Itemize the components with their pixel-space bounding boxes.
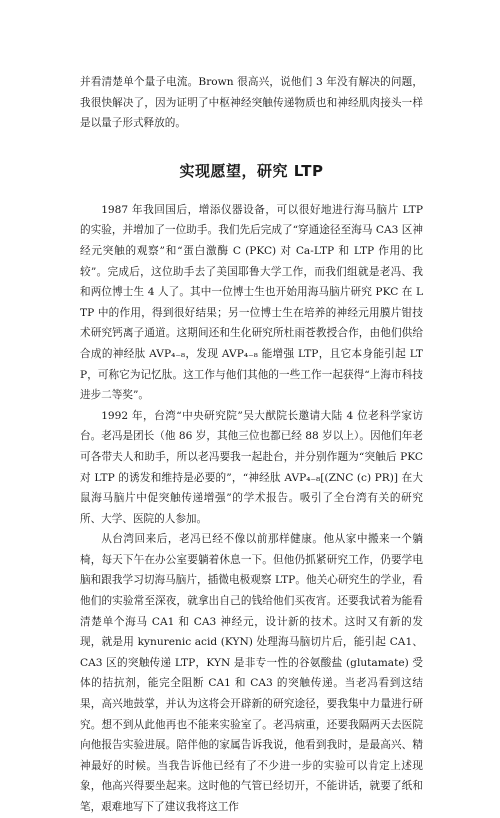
page-content	[80, 72, 423, 818]
paragraph-after-taiwan: 从台湾回来后，老冯已经不像以前那样健康。他从家中搬来一个躺椅，每天下午在办公室要躺着休息一下。但他仍抓紧研究工作，仍要学电脑和跟我学习切海马脑片，插微电极观察 LTP。他关心研究生的学业，看他们的实验常至深夜，就拿出自己的钱给他们买夜宵。还要我试着为能看清楚单个海马 CA1 和 CA3 神经元，设计新的技术。这时又有新的发现，就是用 kynurenic acid (KYN) 处理海马脑切片后，能引起 CA1、CA3 区的突触传递 LTP，KYN 是非专一性的谷氨酸盐 (glutamate) 受体的拮抗剂，能完全阻断 CA1 和 CA3 的突触传递。当老冯看到这结果，高兴地鼓掌，并认为这将会开辟新的研究途径，要我集中力量进行研究。想不到从此他再也不能来实验室了。老冯病重，还要我隔两天去医院向他报告实验进展。陪伴他的家属告诉我说，他看到我时，是最高兴、精神最好的时候。当我告诉他已经有了不少进一步的实验可以肯定上述现象，他高兴得要坐起来。这时他的气管已经切开，不能讲话，就要了纸和笔，艰难地写下了建议我将这工作	[80, 533, 423, 813]
section-heading: 实现愿望，研究 LTP	[179, 161, 324, 180]
paragraph-1987-return: 1987 年我回国后，增添仪器设备，可以很好地进行海马脑片 LTP 的实验，并增加了一位助手。我们先后完成了“穿通途径至海马 CA3 区神经元突触的观察”和“蛋白激酶 C (PKC) 对 Ca-LTP 和 LTP 作用的比较”。完成后，这位助手去了美国耶鲁大学工作，而我们组就是老冯、我和两位博士生 4 人了。其中一位博士生也开始用海马脑片研究 PKC 在 LTP 中的作用，得到很好结果；另一位博士生在培养的神经元用膜片钳技术研究钙离子通道。这期间还和生化研究所杜雨苍教授合作，由他们供给合成的神经肽 AVP₄₋₈，发现 AVP₄₋₈ 能增强 LTP，且它本身能引起 LTP，可称它为记忆肽。这工作与他们其他的一些工作一起获得“上海市科技进步二等奖”。	[80, 203, 423, 402]
paragraph-continued: 并看清楚单个量子电流。Brown 很高兴，说他们 3 年没有解决的问题，我很快解决了，因为证明了中枢神经突触传递物质也和神经肌肉接头一样是以量子形式释放的。	[80, 76, 423, 130]
paragraph-1992-taiwan: 1992 年，台湾“中央研究院”吴大猷院长邀请大陆 4 位老科学家访台。老冯是团长（他 86 岁，其他三位也都已经 88 岁以上）。因他们年老可各带夫人和助手，所以老冯要我一起赴台，并分别作题为“突触后 PKC 对 LTP 的诱发和维持是必要的”，“神经肽 AVP₄₋₈[(ZNC (c) PR)] 在大鼠海马脑片中促突触传递增强”的学术报告。吸引了全台湾有关的研究所、大学、医院的人参加。	[80, 409, 423, 525]
